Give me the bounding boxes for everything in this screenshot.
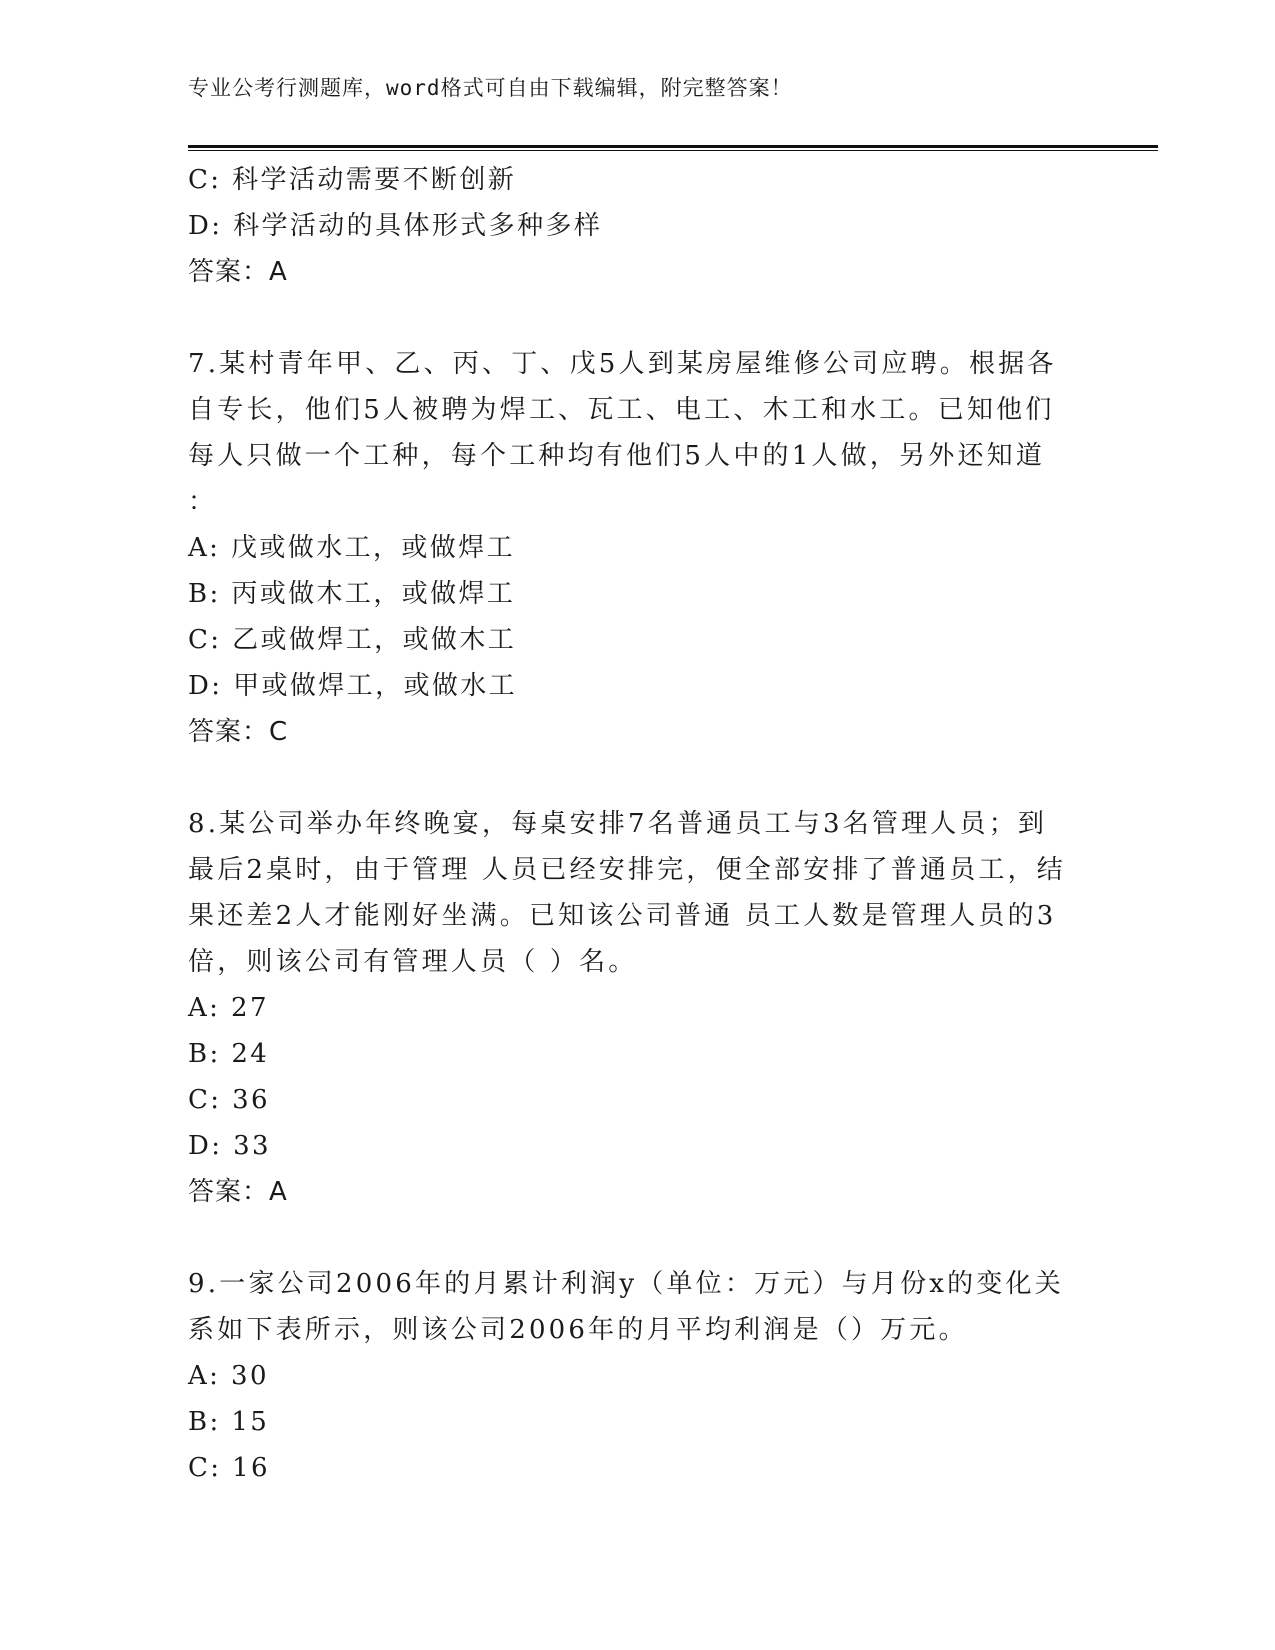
q7-option-b: B: 丙或做木工，或做焊工 (188, 579, 516, 609)
question-content (188, 157, 1088, 1491)
spacer (188, 295, 1088, 341)
q7-text-line: 每人只做一个工种，每个工种均有他们5人中的1人做，另外还知道 (188, 441, 1046, 471)
q7-answer: 答案：C (188, 717, 289, 747)
q9-text-line: 系如下表所示，则该公司2006年的月平均利润是（）万元。 (188, 1315, 968, 1345)
question-6-tail (188, 157, 1088, 295)
q9-text-line: 9.一家公司2006年的月累计利润y（单位：万元）与月份x的变化关 (188, 1269, 1064, 1299)
q8-answer: 答案：A (188, 1177, 288, 1207)
q6-answer: 答案：A (188, 257, 288, 287)
q6-option-c: C: 科学活动需要不断创新 (188, 165, 517, 195)
question-9 (188, 1261, 1088, 1491)
page-header: 专业公考行测题库，word格式可自由下载编辑，附完整答案！ (188, 76, 793, 100)
spacer (188, 755, 1088, 801)
q8-text-line: 果还差2人才能刚好坐满。已知该公司普通 员工人数是管理人员的3 (188, 901, 1057, 931)
q9-option-c: C: 16 (188, 1453, 271, 1483)
q9-option-a: A: 30 (188, 1361, 269, 1391)
q8-option-a: A: 27 (188, 993, 269, 1023)
q8-text-line: 8.某公司举办年终晚宴，每桌安排7名普通员工与3名管理人员；到 (188, 809, 1048, 839)
q7-option-a: A: 戊或做水工，或做焊工 (188, 533, 516, 563)
q8-text-line: 倍，则该公司有管理人员（ ）名。 (188, 947, 638, 977)
header-divider-thick (188, 145, 1158, 148)
spacer (188, 1215, 1088, 1261)
q7-option-d: D: 甲或做焊工，或做水工 (188, 671, 518, 701)
q8-option-b: B: 24 (188, 1039, 270, 1069)
q6-option-d: D: 科学活动的具体形式多种多样 (188, 211, 603, 241)
header-divider-thin (188, 150, 1158, 151)
q7-option-c: C: 乙或做焊工，或做木工 (188, 625, 517, 655)
question-8 (188, 801, 1088, 1215)
q7-text-line: 7.某村青年甲、乙、丙、丁、戊5人到某房屋维修公司应聘。根据各 (188, 349, 1057, 379)
q8-text-line: 最后2桌时，由于管理 人员已经安排完，便全部安排了普通员工，结 (188, 855, 1067, 885)
q7-text-line: 自专长，他们5人被聘为焊工、瓦工、电工、木工和水工。已知他们 (188, 395, 1055, 425)
q8-option-c: C: 36 (188, 1085, 271, 1115)
q7-text-line: ： (188, 487, 218, 517)
q8-option-d: D: 33 (188, 1131, 271, 1161)
q9-option-b: B: 15 (188, 1407, 270, 1437)
question-7 (188, 341, 1088, 755)
